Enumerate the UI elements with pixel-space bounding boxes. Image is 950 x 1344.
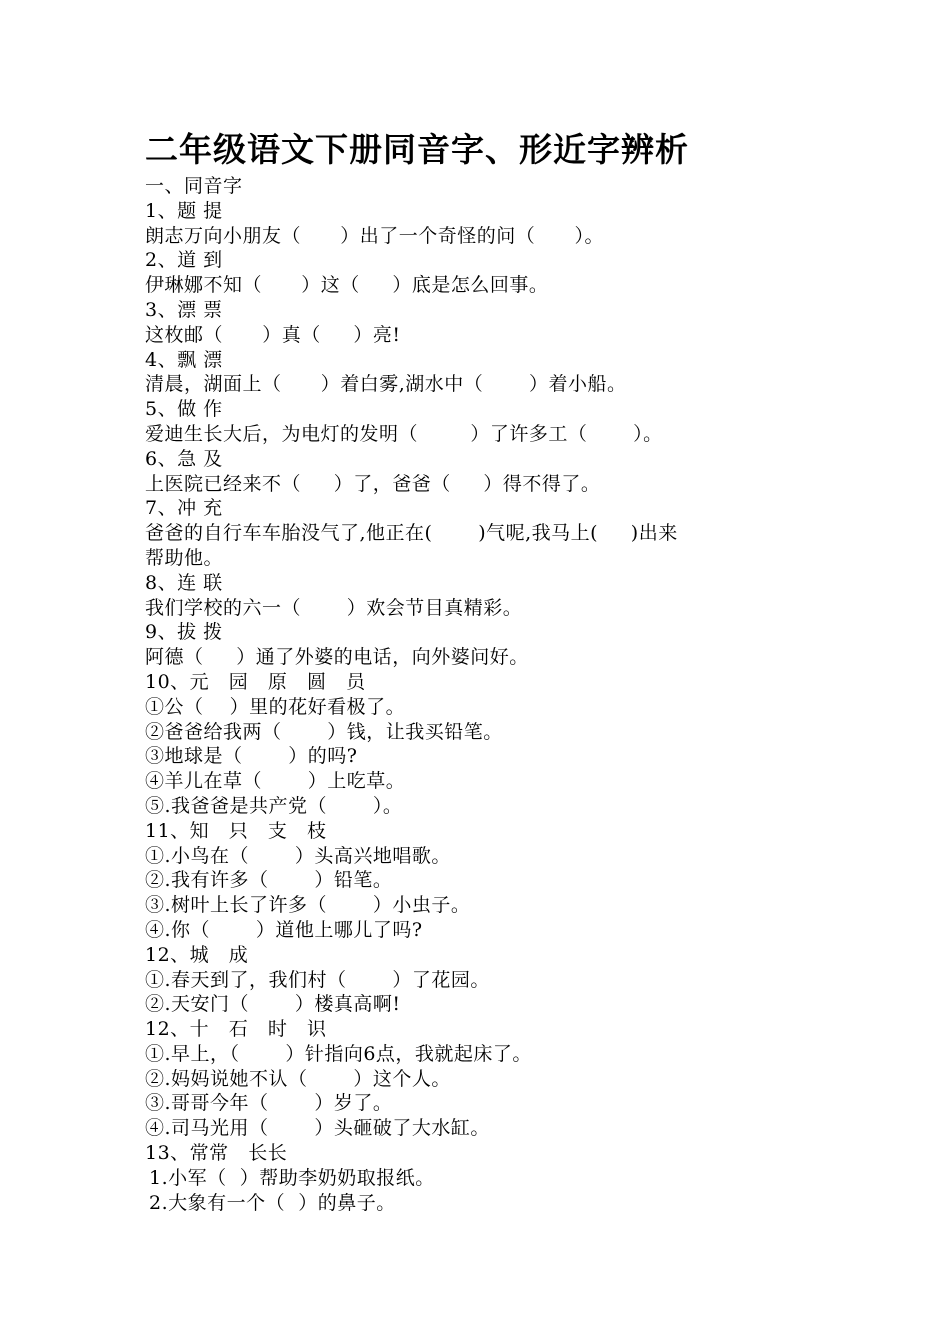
text-line: ①.春天到了，我们村（ ）了花园。: [145, 968, 490, 991]
text-line: 阿德（ ）通了外婆的电话，向外婆问好。: [145, 646, 529, 669]
text-line: 这枚邮（ ）真（ ）亮!: [145, 323, 401, 346]
text-line: 2.大象有一个（ ）的鼻子。: [149, 1191, 396, 1214]
text-line: 2、道 到: [145, 249, 223, 272]
text-line: 8、连 联: [145, 571, 223, 594]
text-line: ③.树叶上长了许多（ ）小虫子。: [145, 894, 471, 917]
text-line: ④.司马光用（ ）头砸破了大水缸。: [145, 1117, 490, 1140]
text-line: 我们学校的六一（ ）欢会节目真精彩。: [145, 596, 523, 619]
text-line: 上医院已经来不（ ）了，爸爸（ ）得不得了。: [145, 472, 601, 495]
text-line: 13、常常 长长: [145, 1142, 288, 1165]
text-line: ③.哥哥今年（ ）岁了。: [145, 1092, 393, 1115]
text-line: 12、十 石 时 识: [145, 1018, 327, 1041]
text-line: ②爸爸给我两（ ）钱，让我买铅笔。: [145, 720, 503, 743]
page-title: 二年级语文下册同音字、形近字辨析: [145, 130, 689, 169]
text-line: 7、冲 充: [145, 497, 223, 520]
text-line: 一、同音字: [145, 175, 243, 197]
text-line: 3、漂 票: [145, 298, 223, 321]
text-line: 9、拔 拨: [145, 621, 223, 644]
text-line: 1、题 提: [145, 199, 223, 222]
document-body: [145, 174, 825, 1215]
text-line: 4、飘 漂: [145, 348, 223, 371]
text-line: 1.小军（ ）帮助李奶奶取报纸。: [149, 1166, 435, 1189]
text-line: ④.你（ ）道他上哪儿了吗?: [145, 918, 423, 941]
text-line: ①.小鸟在（ ）头高兴地唱歌。: [145, 844, 451, 867]
text-line: 朗志万向小朋友（ ）出了一个奇怪的问（ ）。: [145, 224, 604, 247]
text-line: 爱迪生长大后，为电灯的发明（ ）了许多工（ ）。: [145, 422, 663, 445]
text-line: 11、知 只 支 枝: [145, 819, 327, 842]
text-line: ③地球是（ ）的吗?: [145, 745, 358, 768]
text-line: ②.妈妈说她不认（ ）这个人。: [145, 1067, 451, 1090]
text-line: 帮助他。: [145, 546, 224, 569]
text-line: 爸爸的自行车车胎没气了,他正在( )气呢,我马上( )出来: [145, 522, 678, 545]
text-line: ④羊儿在草（ ）上吃草。: [145, 770, 406, 793]
text-line: ①.早上，（ ）针指向6点，我就起床了。: [145, 1042, 532, 1065]
text-line: ①公（ ）里的花好看极了。: [145, 695, 406, 718]
text-line: 10、元 园 原 圆 员: [145, 670, 366, 693]
text-line: 伊琳娜不知（ ）这（ ）底是怎么回事。: [145, 274, 549, 297]
text-line: ②.天安门（ ）楼真高啊!: [145, 993, 401, 1016]
text-line: 清晨，湖面上（ ）着白雾,湖水中（ ）着小船。: [145, 373, 627, 396]
text-line: 6、急 及: [145, 447, 223, 470]
text-line: 12、城 成: [145, 943, 249, 966]
text-line: 5、做 作: [145, 398, 223, 421]
text-line: ⑤.我爸爸是共产党（ ）。: [145, 794, 403, 817]
text-line: ②.我有许多（ ）铅笔。: [145, 869, 393, 892]
